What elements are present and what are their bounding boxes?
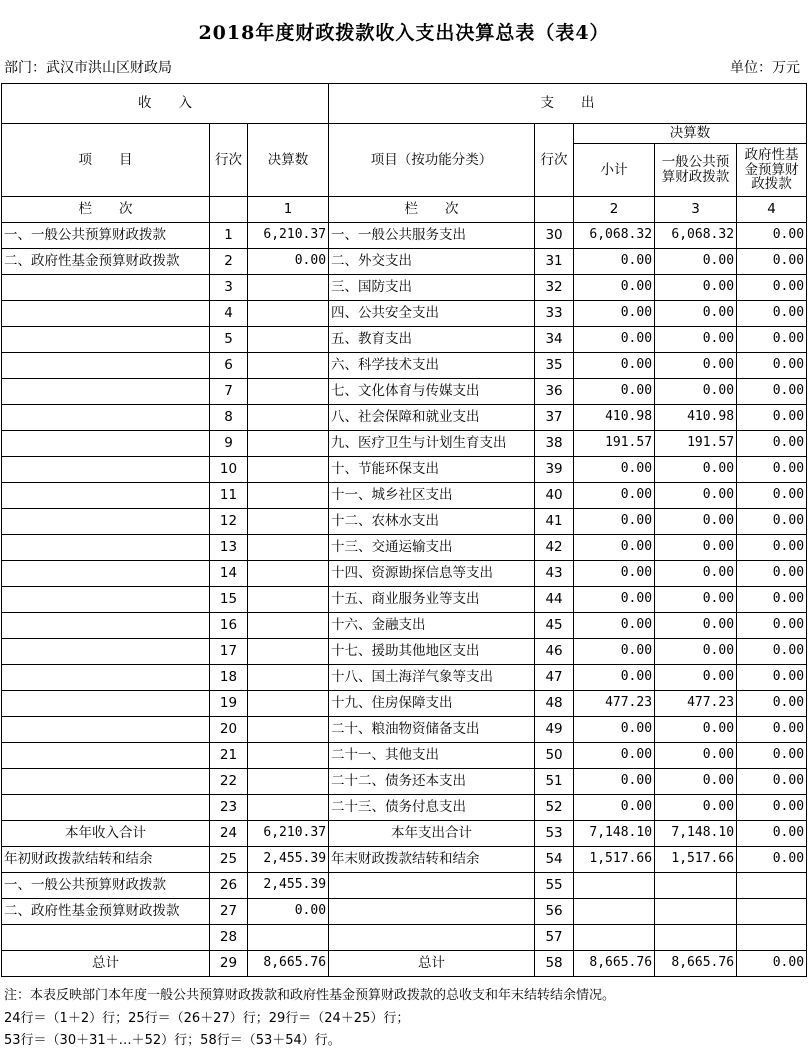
gov-fund-cell [737,925,807,951]
expense-item-cell: 十七、援助其他地区支出 [329,639,535,665]
subtotal-cell: 0.00 [574,483,655,509]
income-row-no-cell: 17 [210,639,248,665]
general-budget-cell: 0.00 [655,795,737,821]
subtotal-cell: 0.00 [574,379,655,405]
table-row [2,561,807,587]
income-item-cell [2,717,210,743]
budget-summary-table [1,83,807,977]
income-amount-cell: 6,210.37 [248,821,329,847]
expense-item-cell: 十八、国土海洋气象等支出 [329,665,535,691]
income-item-cell: 一、一般公共预算财政拨款 [2,223,210,249]
expense-row-no-cell: 43 [535,561,574,587]
general-budget-cell [655,899,737,925]
subtotal-cell: 477.23 [574,691,655,717]
income-amount-cell [248,561,329,587]
income-row-no-cell: 8 [210,405,248,431]
gov-fund-cell: 0.00 [737,769,807,795]
general-budget-cell [655,925,737,951]
income-amount-cell [248,691,329,717]
general-budget-cell: 0.00 [655,457,737,483]
income-amount-cell: 2,455.39 [248,847,329,873]
gov-fund-cell: 0.00 [737,275,807,301]
expense-row-no-cell: 53 [535,821,574,847]
table-row [2,873,807,899]
col-header-item: 项 目 [2,124,210,197]
gov-fund-cell: 0.00 [737,561,807,587]
table-row [2,847,807,873]
income-item-cell: 二、政府性基金预算财政拨款 [2,249,210,275]
expense-row-no-cell: 46 [535,639,574,665]
expense-row-no-cell: 38 [535,431,574,457]
expense-item-cell: 总计 [329,951,535,977]
table-row [2,925,807,951]
income-row-no-cell: 20 [210,717,248,743]
general-budget-cell: 410.98 [655,405,737,431]
income-row-no-cell: 4 [210,301,248,327]
expense-item-cell: 二十一、其他支出 [329,743,535,769]
subtotal-cell: 0.00 [574,743,655,769]
income-row-no-cell: 24 [210,821,248,847]
expense-row-no-cell: 41 [535,509,574,535]
expense-row-no-cell: 42 [535,535,574,561]
gov-fund-cell: 0.00 [737,301,807,327]
table-row [2,899,807,925]
income-item-cell [2,327,210,353]
subtotal-cell: 0.00 [574,717,655,743]
expense-row-no-cell: 57 [535,925,574,951]
subtotal-cell: 410.98 [574,405,655,431]
table-row [2,405,807,431]
subtotal-cell: 6,068.32 [574,223,655,249]
table-row [2,327,807,353]
col-header-gov-fund: 政府性基金预算财政拨款 [737,144,807,197]
col-header-subtotal: 小计 [574,144,655,197]
table-row [2,275,807,301]
subtotal-cell: 0.00 [574,587,655,613]
general-budget-cell: 0.00 [655,613,737,639]
income-item-cell [2,665,210,691]
table-row [2,587,807,613]
income-amount-cell [248,535,329,561]
table-row [2,665,807,691]
expense-item-cell: 四、公共安全支出 [329,301,535,327]
table-row [2,769,807,795]
col-num-2: 2 [574,197,655,223]
col-header-juesuan: 决算数 [248,124,329,197]
general-budget-cell: 0.00 [655,379,737,405]
expense-row-no-cell: 52 [535,795,574,821]
income-amount-cell: 2,455.39 [248,873,329,899]
subtotal-cell: 0.00 [574,561,655,587]
income-row-no-cell: 22 [210,769,248,795]
expense-header: 支 出 [329,84,807,124]
general-budget-cell: 0.00 [655,535,737,561]
subtotal-cell: 0.00 [574,613,655,639]
col-header-juesuan-group: 决算数 [574,124,807,144]
expense-item-cell: 十六、金融支出 [329,613,535,639]
income-row-no-cell: 25 [210,847,248,873]
income-row-no-cell: 5 [210,327,248,353]
gov-fund-cell: 0.00 [737,405,807,431]
expense-row-no-cell: 56 [535,899,574,925]
expense-item-cell: 八、社会保障和就业支出 [329,405,535,431]
empty-cell [535,197,574,223]
expense-row-no-cell: 49 [535,717,574,743]
income-row-no-cell: 21 [210,743,248,769]
general-budget-cell: 7,148.10 [655,821,737,847]
income-amount-cell: 8,665.76 [248,951,329,977]
footnote-line: 53行＝（30＋31＋…＋52）行；58行＝（53＋54）行。 [4,1033,341,1048]
expense-item-cell [329,925,535,951]
col-num-1: 1 [248,197,329,223]
general-budget-cell: 0.00 [655,561,737,587]
income-amount-cell [248,483,329,509]
expense-item-cell: 三、国防支出 [329,275,535,301]
expense-row-no-cell: 32 [535,275,574,301]
income-row-no-cell: 27 [210,899,248,925]
income-row-no-cell: 2 [210,249,248,275]
gov-fund-cell: 0.00 [737,379,807,405]
income-header: 收 入 [2,84,329,124]
expense-item-cell: 十五、商业服务业等支出 [329,587,535,613]
general-budget-cell: 0.00 [655,353,737,379]
general-budget-cell: 0.00 [655,483,737,509]
expense-item-cell: 十九、住房保障支出 [329,691,535,717]
gov-fund-cell: 0.00 [737,951,807,977]
gov-fund-cell: 0.00 [737,743,807,769]
col-num-3: 3 [655,197,737,223]
income-row-no-cell: 26 [210,873,248,899]
expense-item-cell: 一、一般公共服务支出 [329,223,535,249]
income-item-cell [2,561,210,587]
income-row-no-cell: 29 [210,951,248,977]
income-row-no-cell: 13 [210,535,248,561]
unit-label: 单位：万元 [730,60,800,76]
expense-item-cell: 二十二、债务还本支出 [329,769,535,795]
general-budget-cell: 1,517.66 [655,847,737,873]
expense-row-no-cell: 33 [535,301,574,327]
general-budget-cell: 0.00 [655,639,737,665]
expense-row-no-cell: 36 [535,379,574,405]
income-row-no-cell: 11 [210,483,248,509]
table-row [2,223,807,249]
table-row [2,431,807,457]
income-amount-cell [248,405,329,431]
table-row [2,951,807,977]
income-amount-cell [248,509,329,535]
subtotal-cell: 0.00 [574,353,655,379]
income-row-no-cell: 9 [210,431,248,457]
subtotal-cell: 0.00 [574,457,655,483]
general-budget-cell: 0.00 [655,509,737,535]
general-budget-cell: 477.23 [655,691,737,717]
general-budget-cell: 191.57 [655,431,737,457]
expense-row-no-cell: 35 [535,353,574,379]
income-item-cell [2,301,210,327]
income-amount-cell [248,301,329,327]
income-amount-cell [248,353,329,379]
gov-fund-cell: 0.00 [737,223,807,249]
income-item-cell [2,613,210,639]
gov-fund-cell [737,873,807,899]
expense-item-cell: 十一、城乡社区支出 [329,483,535,509]
income-amount-cell: 0.00 [248,249,329,275]
subtotal-cell: 0.00 [574,249,655,275]
subtotal-cell: 0.00 [574,665,655,691]
income-item-cell [2,431,210,457]
department-label: 部门：武汉市洪山区财政局 [4,60,172,76]
expense-row-no-cell: 39 [535,457,574,483]
income-item-cell: 年初财政拨款结转和结余 [2,847,210,873]
income-item-cell [2,353,210,379]
expense-item-cell [329,873,535,899]
expense-item-cell [329,899,535,925]
table-row [2,379,807,405]
expense-item-cell: 本年支出合计 [329,821,535,847]
expense-row-no-cell: 30 [535,223,574,249]
income-amount-cell [248,275,329,301]
subtotal-cell [574,873,655,899]
income-amount-cell [248,639,329,665]
general-budget-cell: 0.00 [655,769,737,795]
table-row [2,613,807,639]
income-amount-cell [248,431,329,457]
table-row [2,795,807,821]
income-item-cell [2,743,210,769]
table-row [2,717,807,743]
col-header-item-by-func: 项目（按功能分类） [329,124,535,197]
table-row [2,457,807,483]
income-item-cell: 二、政府性基金预算财政拨款 [2,899,210,925]
general-budget-cell: 0.00 [655,327,737,353]
expense-row-no-cell: 31 [535,249,574,275]
gov-fund-cell: 0.00 [737,587,807,613]
col-num-4: 4 [737,197,807,223]
income-item-cell [2,509,210,535]
footnotes [4,985,615,1053]
expense-row-no-cell: 47 [535,665,574,691]
subtotal-cell: 0.00 [574,795,655,821]
income-row-no-cell: 14 [210,561,248,587]
income-row-no-cell: 1 [210,223,248,249]
income-item-cell [2,535,210,561]
general-budget-cell: 6,068.32 [655,223,737,249]
gov-fund-cell: 0.00 [737,457,807,483]
income-item-cell [2,925,210,951]
expense-item-cell: 二十、粮油物资储备支出 [329,717,535,743]
gov-fund-cell: 0.00 [737,535,807,561]
expense-item-cell: 二十三、债务付息支出 [329,795,535,821]
gov-fund-cell: 0.00 [737,691,807,717]
general-budget-cell: 0.00 [655,743,737,769]
footnote-line: 注：本表反映部门本年度一般公共预算财政拨款和政府性基金预算财政拨款的总收支和年末结转结余情况。 [4,988,616,1003]
expense-row-no-cell: 44 [535,587,574,613]
general-budget-cell: 0.00 [655,249,737,275]
income-item-cell [2,379,210,405]
subtotal-cell [574,925,655,951]
expense-item-cell: 十二、农林水支出 [329,509,535,535]
income-row-no-cell: 23 [210,795,248,821]
income-amount-cell: 0.00 [248,899,329,925]
expense-item-cell: 九、医疗卫生与计划生育支出 [329,431,535,457]
expense-item-cell: 十四、资源勘探信息等支出 [329,561,535,587]
expense-row-no-cell: 51 [535,769,574,795]
empty-cell [210,197,248,223]
gov-fund-cell [737,899,807,925]
subtotal-cell: 7,148.10 [574,821,655,847]
gov-fund-cell: 0.00 [737,717,807,743]
gov-fund-cell: 0.00 [737,795,807,821]
subtotal-cell: 191.57 [574,431,655,457]
income-amount-cell [248,795,329,821]
income-row-no-cell: 15 [210,587,248,613]
table-row [2,353,807,379]
col-header-row-no: 行次 [210,124,248,197]
gov-fund-cell: 0.00 [737,847,807,873]
income-row-no-cell: 10 [210,457,248,483]
subtotal-cell: 0.00 [574,535,655,561]
income-amount-cell [248,613,329,639]
income-item-cell [2,587,210,613]
income-item-cell [2,769,210,795]
expense-item-cell: 十三、交通运输支出 [329,535,535,561]
expense-row-no-cell: 45 [535,613,574,639]
general-budget-cell: 0.00 [655,587,737,613]
expense-row-no-cell: 55 [535,873,574,899]
income-item-cell [2,795,210,821]
table-row [2,639,807,665]
table-row [2,821,807,847]
income-amount-cell [248,327,329,353]
income-amount-cell [248,379,329,405]
footnote-line: 24行＝（1＋2）行；25行＝（26＋27）行；29行＝（24＋25）行； [4,1010,410,1026]
table-row [2,509,807,535]
income-item-cell: 一、一般公共预算财政拨款 [2,873,210,899]
income-amount-cell [248,717,329,743]
expense-item-cell: 六、科学技术支出 [329,353,535,379]
gov-fund-cell: 0.00 [737,483,807,509]
general-budget-cell: 0.00 [655,665,737,691]
gov-fund-cell: 0.00 [737,353,807,379]
income-item-cell [2,405,210,431]
expense-row-no-cell: 50 [535,743,574,769]
col-header-general-budget: 一般公共预算财政拨款 [655,144,737,197]
gov-fund-cell: 0.00 [737,431,807,457]
income-item-cell [2,457,210,483]
expense-item-cell: 五、教育支出 [329,327,535,353]
income-amount-cell [248,665,329,691]
expense-row-no-cell: 34 [535,327,574,353]
general-budget-cell [655,873,737,899]
income-amount-cell: 6,210.37 [248,223,329,249]
income-item-cell [2,275,210,301]
subtotal-cell: 0.00 [574,509,655,535]
income-row-no-cell: 19 [210,691,248,717]
expense-item-cell: 二、外交支出 [329,249,535,275]
gov-fund-cell: 0.00 [737,665,807,691]
income-item-cell: 本年收入合计 [2,821,210,847]
gov-fund-cell: 0.00 [737,327,807,353]
expense-item-cell: 十、节能环保支出 [329,457,535,483]
table-row [2,691,807,717]
subtotal-cell: 0.00 [574,275,655,301]
income-amount-cell [248,925,329,951]
lan-ci-label: 栏 次 [2,197,210,223]
gov-fund-cell: 0.00 [737,509,807,535]
subtotal-cell: 0.00 [574,769,655,795]
table-row [2,301,807,327]
lan-ci-label-2: 栏 次 [329,197,535,223]
table-row [2,249,807,275]
gov-fund-cell: 0.00 [737,821,807,847]
income-amount-cell [248,587,329,613]
page-title: 2018年度财政拨款收入支出决算总表（表4） [198,22,610,44]
table-row [2,743,807,769]
table-row [2,483,807,509]
subtotal-cell: 0.00 [574,301,655,327]
gov-fund-cell: 0.00 [737,639,807,665]
income-amount-cell [248,743,329,769]
general-budget-cell: 0.00 [655,717,737,743]
expense-item-cell: 年末财政拨款结转和结余 [329,847,535,873]
income-row-no-cell: 6 [210,353,248,379]
general-budget-cell: 0.00 [655,301,737,327]
income-row-no-cell: 28 [210,925,248,951]
subtotal-cell: 0.00 [574,327,655,353]
gov-fund-cell: 0.00 [737,613,807,639]
subtotal-cell: 8,665.76 [574,951,655,977]
general-budget-cell: 0.00 [655,275,737,301]
income-row-no-cell: 7 [210,379,248,405]
income-item-cell [2,639,210,665]
income-item-cell [2,483,210,509]
subtotal-cell: 1,517.66 [574,847,655,873]
income-row-no-cell: 3 [210,275,248,301]
income-row-no-cell: 16 [210,613,248,639]
income-row-no-cell: 12 [210,509,248,535]
expense-row-no-cell: 40 [535,483,574,509]
income-item-cell [2,691,210,717]
income-row-no-cell: 18 [210,665,248,691]
col-header-row-no2: 行次 [535,124,574,197]
subtotal-cell [574,899,655,925]
income-amount-cell [248,457,329,483]
gov-fund-cell: 0.00 [737,249,807,275]
expense-item-cell: 七、文化体育与传媒支出 [329,379,535,405]
general-budget-cell: 8,665.76 [655,951,737,977]
expense-row-no-cell: 58 [535,951,574,977]
subtotal-cell: 0.00 [574,639,655,665]
expense-row-no-cell: 37 [535,405,574,431]
income-amount-cell [248,769,329,795]
expense-row-no-cell: 48 [535,691,574,717]
table-row [2,535,807,561]
income-item-cell: 总计 [2,951,210,977]
expense-row-no-cell: 54 [535,847,574,873]
